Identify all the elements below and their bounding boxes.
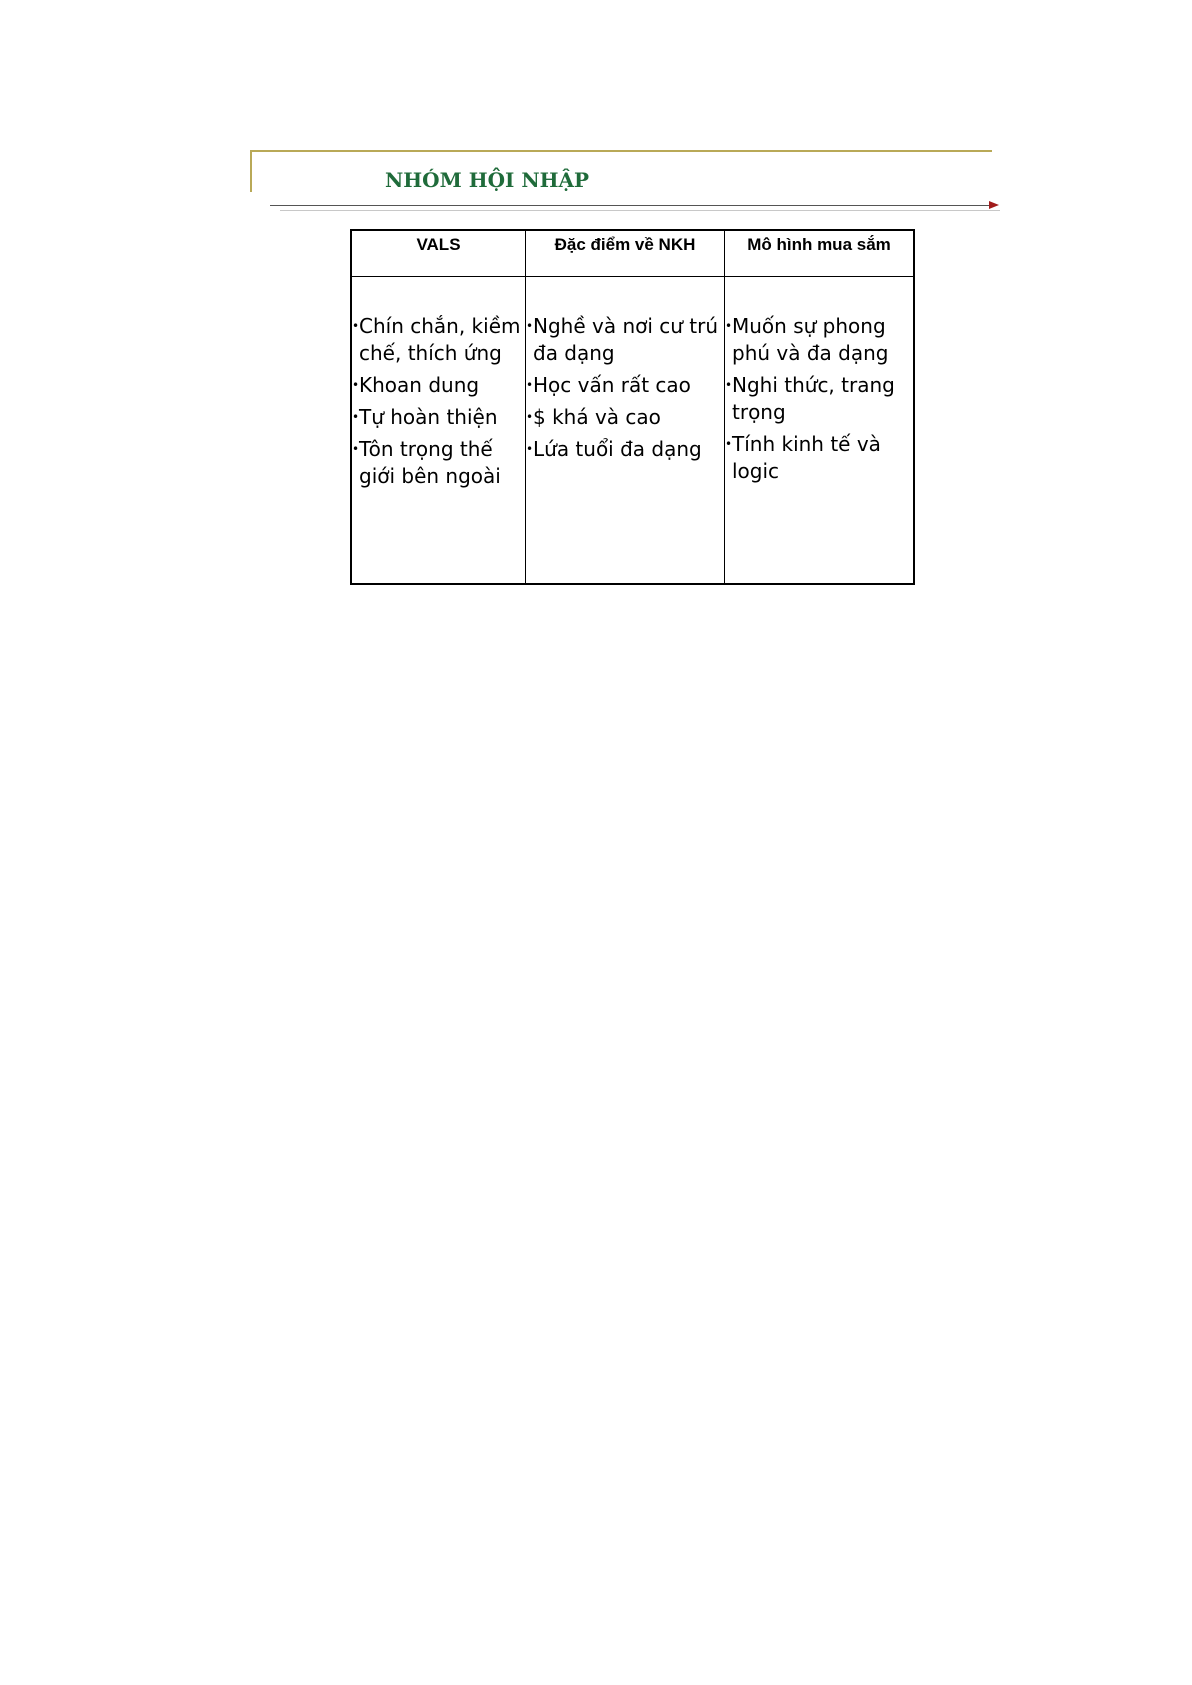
list-item: • $ khá và cao	[526, 405, 661, 429]
accent-top-line	[250, 150, 992, 152]
list-item: • Nghề và nơi cư trú đa dạng	[526, 314, 719, 365]
list-item: • Muốn sự phong phú và đa dạng	[725, 314, 889, 365]
bullet-icon: •	[526, 378, 534, 392]
vals-table	[350, 229, 915, 585]
bullet-icon: •	[352, 378, 360, 392]
slide	[250, 150, 1030, 590]
arrow-head-icon	[989, 201, 999, 209]
column-vals	[352, 277, 526, 583]
bullet-icon: •	[526, 319, 534, 333]
bullet-icon: •	[352, 410, 360, 424]
bullet-icon: •	[526, 410, 534, 424]
bullet-icon: •	[725, 437, 733, 451]
list-item: • Chín chắn, kiềm chế, thích ứng	[352, 314, 521, 365]
bullet-icon: •	[352, 442, 360, 456]
accent-left-line	[250, 150, 252, 192]
bullet-icon: •	[725, 319, 733, 333]
header-vals: VALS	[352, 231, 526, 277]
column-shopping-model	[725, 277, 913, 583]
slide-title: NHÓM HỘI NHẬP	[385, 168, 590, 192]
header-customer-traits: Đặc điểm về NKH	[526, 231, 725, 277]
list-item: • Học vấn rất cao	[526, 373, 691, 397]
list-item: • Lứa tuổi đa dạng	[526, 437, 702, 461]
list-item: • Tính kinh tế và logic	[725, 432, 881, 483]
column-customer-traits	[526, 277, 725, 583]
bullet-icon: •	[526, 442, 534, 456]
title-rule-shadow	[280, 210, 1000, 211]
list-item: • Nghi thức, trang trọng	[725, 373, 895, 424]
list-item: • Tôn trọng thế giới bên ngoài	[352, 437, 501, 488]
title-rule	[270, 205, 995, 206]
list-item: • Khoan dung	[352, 373, 480, 397]
bullet-icon: •	[725, 378, 733, 392]
list-item: • Tự hoàn thiện	[352, 405, 498, 429]
header-shopping-model: Mô hình mua sắm	[725, 231, 913, 277]
bullet-icon: •	[352, 319, 360, 333]
